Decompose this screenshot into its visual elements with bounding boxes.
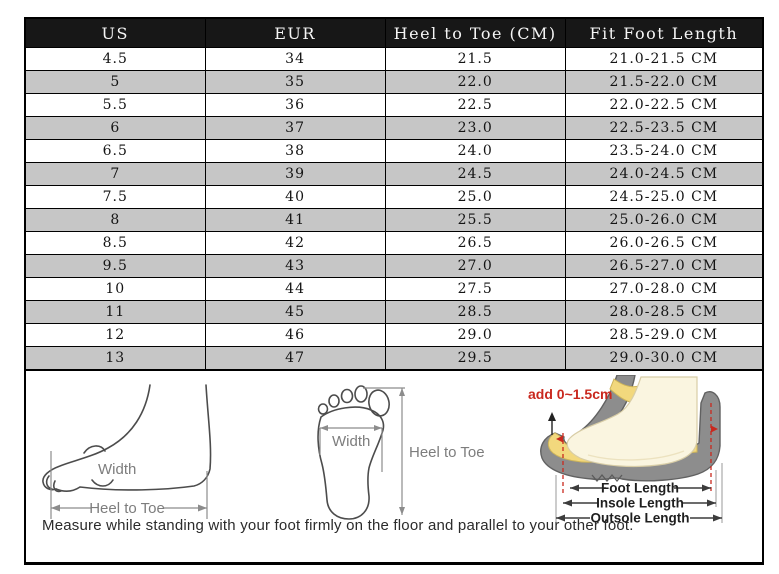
- table-row: [25, 209, 763, 232]
- table-cell: 26.5-27.0 CM: [565, 255, 763, 278]
- table-row: [25, 278, 763, 301]
- top-view-length-label: Heel to Toe: [409, 444, 485, 461]
- table-cell: 22.0: [385, 71, 565, 94]
- table-cell: 34: [205, 48, 385, 71]
- table-row: [25, 94, 763, 117]
- table-cell: 7: [25, 163, 205, 186]
- side-view-length-label: Heel to Toe: [89, 500, 165, 517]
- table-cell: 45: [205, 301, 385, 324]
- table-cell: 5: [25, 71, 205, 94]
- allowance-arrowhead: [548, 412, 556, 421]
- table-row: [25, 140, 763, 163]
- table-cell: 27.0-28.0 CM: [565, 278, 763, 301]
- arrowhead-right: [374, 425, 382, 431]
- insole-length-label: Insole Length: [596, 495, 684, 511]
- table-cell: 21.5-22.0 CM: [565, 71, 763, 94]
- table-cell: 47: [205, 347, 385, 371]
- table-cell: 28.5-29.0 CM: [565, 324, 763, 347]
- content-column: [24, 17, 764, 565]
- table-cell: 24.0-24.5 CM: [565, 163, 763, 186]
- table-cell: 29.5: [385, 347, 565, 371]
- table-cell: 10: [25, 278, 205, 301]
- arrowhead-right: [198, 505, 207, 512]
- table-cell: 25.0-26.0 CM: [565, 209, 763, 232]
- table-cell: 38: [205, 140, 385, 163]
- table-row: [25, 117, 763, 140]
- table-cell: 24.5-25.0 CM: [565, 186, 763, 209]
- arrowhead-right: [707, 500, 716, 507]
- column-header: Fit Foot Length: [565, 18, 763, 48]
- arrowhead-right: [702, 485, 711, 492]
- toe-print: [342, 390, 353, 403]
- table-row: [25, 232, 763, 255]
- table-cell: 42: [205, 232, 385, 255]
- table-cell: 4.5: [25, 48, 205, 71]
- table-row: [25, 71, 763, 94]
- table-cell: 37: [205, 117, 385, 140]
- table-cell: 41: [205, 209, 385, 232]
- table-row: [25, 324, 763, 347]
- table-cell: 43: [205, 255, 385, 278]
- arrowhead-right: [713, 515, 722, 522]
- table-cell: 36: [205, 94, 385, 117]
- toe-print: [319, 404, 328, 414]
- table-cell: 23.0: [385, 117, 565, 140]
- table-cell: 21.5: [385, 48, 565, 71]
- table-cell: 29.0-30.0 CM: [565, 347, 763, 371]
- table-row: [25, 301, 763, 324]
- table-cell: 7.5: [25, 186, 205, 209]
- table-cell: 22.5-23.5 CM: [565, 117, 763, 140]
- table-cell: 28.5: [385, 301, 565, 324]
- table-cell: 27.5: [385, 278, 565, 301]
- table-row: [25, 255, 763, 278]
- table-cell: 24.5: [385, 163, 565, 186]
- table-cell: 6.5: [25, 140, 205, 163]
- toe-print: [329, 395, 339, 407]
- table-cell: 35: [205, 71, 385, 94]
- table-cell: 28.0-28.5 CM: [565, 301, 763, 324]
- measurement-note: Measure while standing with your foot firmly on the floor and parallel to your other foot.: [42, 517, 634, 534]
- table-cell: 6: [25, 117, 205, 140]
- table-cell: 40: [205, 186, 385, 209]
- table-cell: 21.0-21.5 CM: [565, 48, 763, 71]
- side-view-foot-diagram: [36, 379, 251, 529]
- table-cell: 12: [25, 324, 205, 347]
- table-cell: 26.0-26.5 CM: [565, 232, 763, 255]
- table-cell: 24.0: [385, 140, 565, 163]
- size-chart-header-row: [25, 18, 763, 48]
- table-cell: 8.5: [25, 232, 205, 255]
- arrowhead-up: [399, 388, 405, 396]
- table-cell: 39: [205, 163, 385, 186]
- arrowhead-left: [570, 485, 579, 492]
- table-cell: 26.5: [385, 232, 565, 255]
- table-cell: 29.0: [385, 324, 565, 347]
- size-chart-table: [24, 17, 764, 371]
- measurement-guide-panel: [24, 369, 764, 565]
- ball-crease-arc: [92, 480, 113, 486]
- table-cell: 9.5: [25, 255, 205, 278]
- column-header: Heel to Toe (CM): [385, 18, 565, 48]
- top-view-footprint-diagram: [302, 375, 497, 527]
- column-header: EUR: [205, 18, 385, 48]
- table-row: [25, 347, 763, 371]
- shoe-cross-section-diagram: [522, 375, 760, 535]
- table-row: [25, 48, 763, 71]
- table-cell: 5.5: [25, 94, 205, 117]
- outsole-length-label: Outsole Length: [590, 510, 690, 526]
- table-cell: 44: [205, 278, 385, 301]
- foot-length-label: Foot Length: [601, 480, 679, 496]
- table-row: [25, 186, 763, 209]
- column-header: US: [25, 18, 205, 48]
- table-cell: 11: [25, 301, 205, 324]
- footprint-outline: [318, 407, 383, 519]
- allowance-label: add 0~1.5cm: [528, 386, 613, 402]
- table-cell: 25.0: [385, 186, 565, 209]
- arrowhead-left: [320, 425, 328, 431]
- table-cell: 13: [25, 347, 205, 371]
- arrowhead-down: [399, 507, 405, 515]
- table-cell: 46: [205, 324, 385, 347]
- table-cell: 22.0-22.5 CM: [565, 94, 763, 117]
- top-view-width-label: Width: [332, 433, 371, 450]
- arrowhead-left: [563, 500, 572, 507]
- table-row: [25, 163, 763, 186]
- table-cell: 23.5-24.0 CM: [565, 140, 763, 163]
- big-toe-print: [367, 388, 392, 418]
- size-chart-body: [25, 48, 763, 371]
- table-cell: 25.5: [385, 209, 565, 232]
- table-cell: 8: [25, 209, 205, 232]
- table-cell: 22.5: [385, 94, 565, 117]
- side-view-width-label: Width: [98, 461, 137, 478]
- arrowhead-left: [51, 505, 60, 512]
- table-cell: 27.0: [385, 255, 565, 278]
